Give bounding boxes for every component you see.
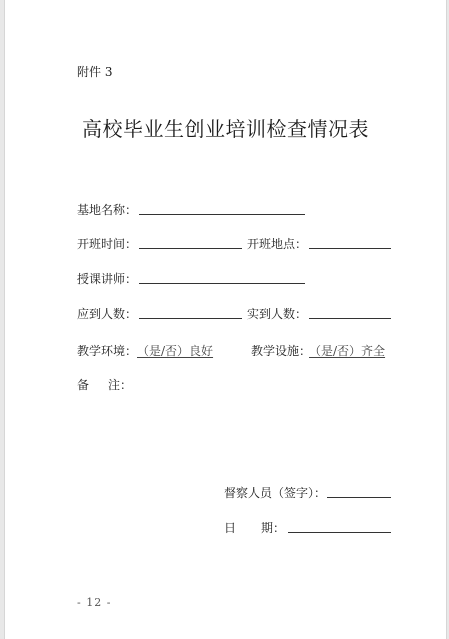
page-title: 高校毕业生创业培训检查情况表 xyxy=(82,117,369,141)
expected-count-field[interactable] xyxy=(139,318,242,319)
environment-value[interactable]: （是/否）良好 xyxy=(137,344,214,358)
class-place-field[interactable] xyxy=(309,248,391,249)
document-page xyxy=(4,0,447,639)
inspector-signature-label: 督察人员（签字）： xyxy=(224,486,327,500)
facilities-label: 教学设施： xyxy=(251,344,312,358)
class-place-label: 开班地点： xyxy=(247,237,308,251)
lecturer-field[interactable] xyxy=(139,283,305,284)
date-label-1: 日 xyxy=(224,521,237,535)
environment-label: 教学环境： xyxy=(77,344,138,358)
expected-count-label: 应到人数： xyxy=(77,307,138,321)
lecturer-label: 授课讲师： xyxy=(77,272,138,286)
attachment-label: 附件 3 xyxy=(77,65,113,79)
inspector-signature-field[interactable] xyxy=(327,497,391,498)
actual-count-field[interactable] xyxy=(309,318,391,319)
date-label-2: 期： xyxy=(261,521,286,535)
class-time-label: 开班时间： xyxy=(77,237,138,251)
remarks-label-1: 备 xyxy=(77,378,90,392)
remarks-label-2: 注： xyxy=(108,378,133,392)
base-name-label: 基地名称： xyxy=(77,203,138,217)
page-number: - 12 - xyxy=(77,596,112,609)
actual-count-label: 实到人数： xyxy=(247,307,308,321)
facilities-value[interactable]: （是/否）齐全 xyxy=(309,344,386,358)
date-field[interactable] xyxy=(288,532,391,533)
class-time-field[interactable] xyxy=(139,248,242,249)
base-name-field[interactable] xyxy=(139,214,305,215)
